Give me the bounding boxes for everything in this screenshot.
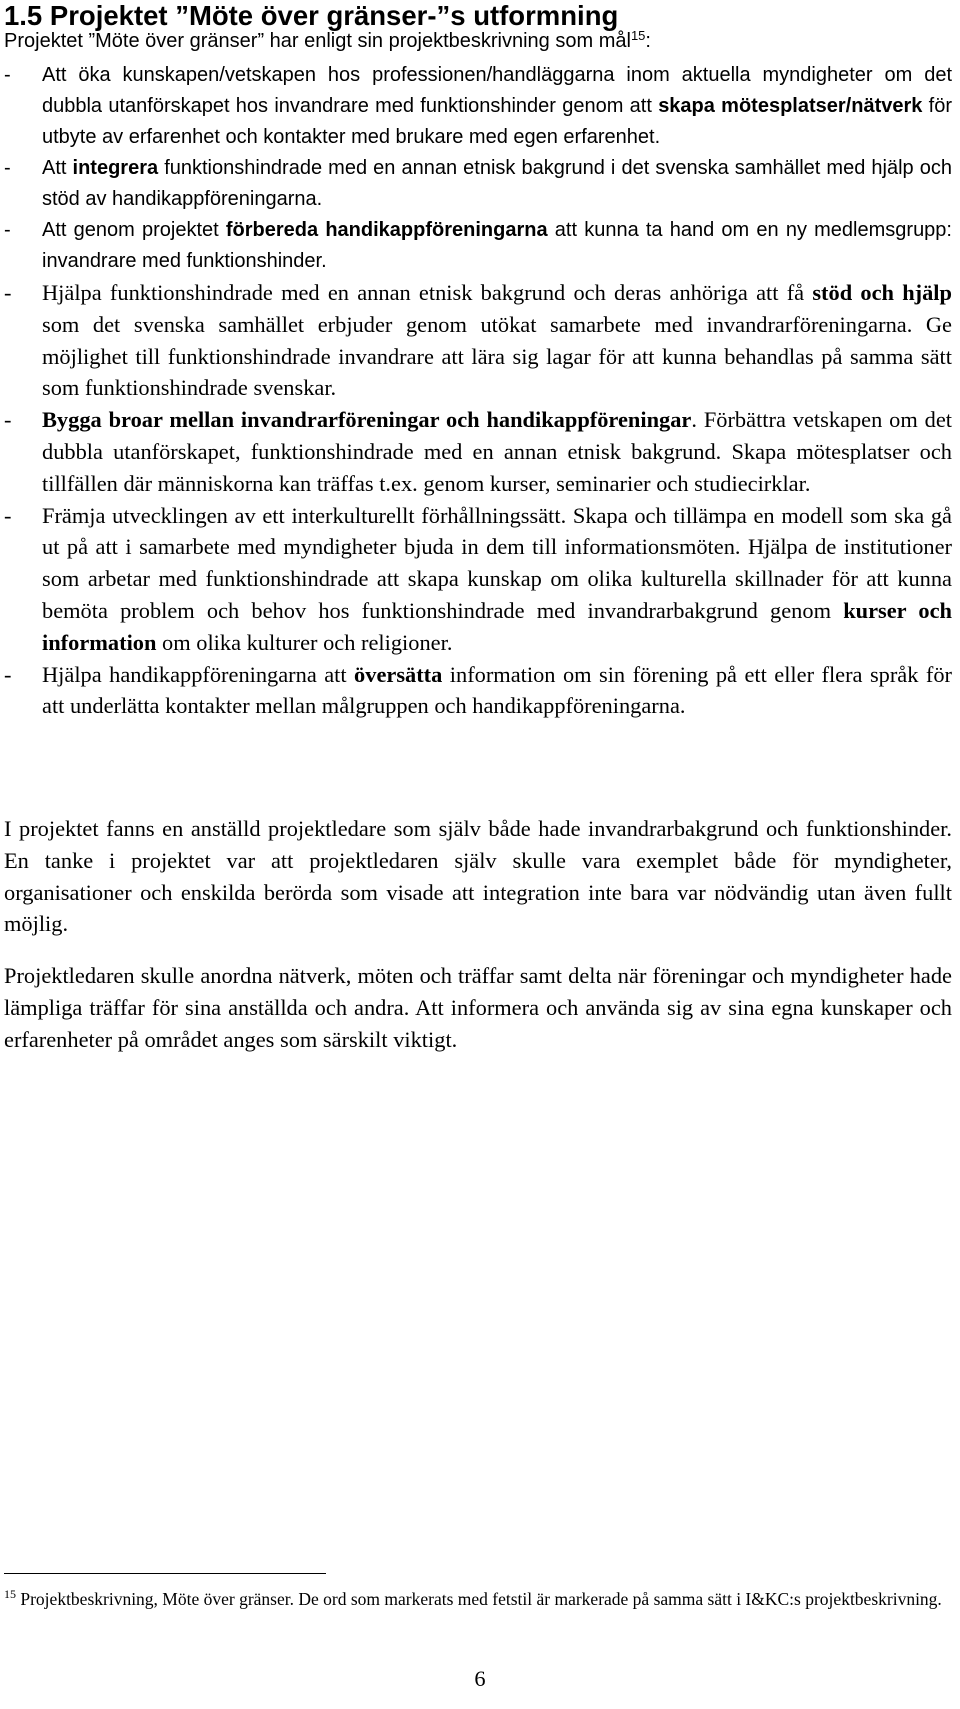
footnote-text: Projektbeskrivning, Möte över gränser. De ord som markerats med fetstil är markerade på samma sätt i I&KC:s projektbeskrivning.: [16, 1589, 942, 1609]
item-bold-text: skapa mötesplatser/nätverk: [658, 95, 923, 117]
list-item: [4, 500, 952, 659]
list-item: [4, 215, 952, 277]
list-item: [4, 659, 952, 723]
item-text: Hjälpa handikappföreningarna att: [42, 661, 355, 687]
body-paragraph: Projektledaren skulle anordna nätverk, möten och träffar samt delta när föreningar och myndigheter hade lämpliga träffar för sina anställda och andra. Att informera och använda sig av sina egna kunskaper och erfarenheter på området anges som särskilt viktigt.: [4, 963, 952, 1052]
intro-colon: :: [645, 30, 651, 52]
intro-text: Projektet ”Möte över gränser” har enligt sin projektbeskrivning som mål: [4, 30, 631, 52]
item-text: att kunna ta hand om en ny medlemsgrupp: invandrare med funktionshinder.: [42, 219, 952, 272]
footnote-reference[interactable]: 15: [630, 28, 646, 43]
list-item: [4, 60, 952, 153]
footnote: [4, 1588, 952, 1610]
item-text: om olika kulturer och religioner.: [156, 629, 453, 655]
item-text: . Förbättra vetskapen om det dubbla utanförskapet, funktionshindrade med en annan etnisk bakgrund. Skapa mötesplatser och tillfällen där människorna kan träffas t.ex. genom kurser, seminarier och studiecirklar.: [42, 407, 952, 496]
goals-list: [4, 60, 952, 722]
footnote-separator: [4, 1573, 326, 1574]
item-text: som det svenska samhället erbjuder genom utökat samarbete med invandrarföreningarna. Ge möjlighet till funktionshindrade invandrare att lära sig lagar för att kunna behandlas på samma sätt som funktionshindrade svenskar.: [42, 311, 952, 401]
section-heading: 1.5 Projektet ”Möte över gränser-”s utformning: [4, 0, 619, 31]
item-text: Främja utvecklingen av ett interkulturellt förhållningssätt. Skapa och tillämpa en modell som ska gå ut på att i samarbete med myndigheter bjuda in dem till informationsmöten. Hjälpa de institutioner som arbetar med funktionshindrade att skapa kunskap om olika kulturella skillnader för att kunna bemöta problem och behov hos funktionshindrade med invandrarbakgrund genom: [42, 502, 952, 623]
item-text: Att öka kunskapen/vetskapen hos professionen/handläggarna inom aktuella myndigheter om det dubbla utanförskapet hos invandrare med funktionshinder genom att: [42, 64, 952, 117]
item-text: Att: [42, 157, 73, 179]
item-bold-text: Bygga broar mellan invandrarföreningar och handikappföreningar: [42, 407, 692, 433]
item-bold-text: stöd och hjälp: [812, 280, 952, 305]
list-item: [4, 277, 952, 404]
item-bold-text: kurser och information: [42, 597, 952, 655]
item-text: Hjälpa funktionshindrade med en annan etnisk bakgrund och deras anhöriga att få: [42, 280, 813, 305]
item-text: information om sin förening på ett eller flera språk för att underlätta kontakter mellan målgruppen och handikappföreningarna.: [42, 661, 952, 719]
list-dash: -: [4, 157, 11, 179]
list-dash: -: [4, 661, 12, 687]
footnote-number: 15: [4, 1587, 16, 1601]
item-bold-text: översätta: [354, 661, 443, 687]
page-number: 6: [474, 1666, 486, 1691]
body-paragraph: I projektet fanns en anställd projektledare som själv både hade invandrarbakgrund och funktionshinder. En tanke i projektet var att projektledaren själv skulle vara exemplet både för myndigheter, organisationer och enskilda berörda som visade att integration inte bara var nödvändig utan även fullt möjlig.: [4, 816, 952, 937]
list-dash: -: [4, 64, 11, 86]
list-dash: -: [4, 407, 12, 433]
item-bold-text: integrera: [72, 157, 159, 179]
item-text: för utbyte av erfarenhet och kontakter med brukare med egen erfarenhet.: [42, 95, 953, 148]
list-dash: -: [4, 219, 11, 241]
item-text: funktionshindrade med en annan etnisk bakgrund i det svenska samhället med hjälp och stöd av handikappföreningarna.: [42, 157, 952, 210]
list-dash: -: [4, 280, 12, 305]
list-item: [4, 404, 952, 499]
intro-line: [4, 28, 952, 54]
list-dash: -: [4, 502, 12, 528]
list-item: [4, 153, 952, 215]
item-bold-text: förbereda handikappföreningarna: [225, 219, 548, 241]
item-text: Att genom projektet: [42, 219, 226, 241]
